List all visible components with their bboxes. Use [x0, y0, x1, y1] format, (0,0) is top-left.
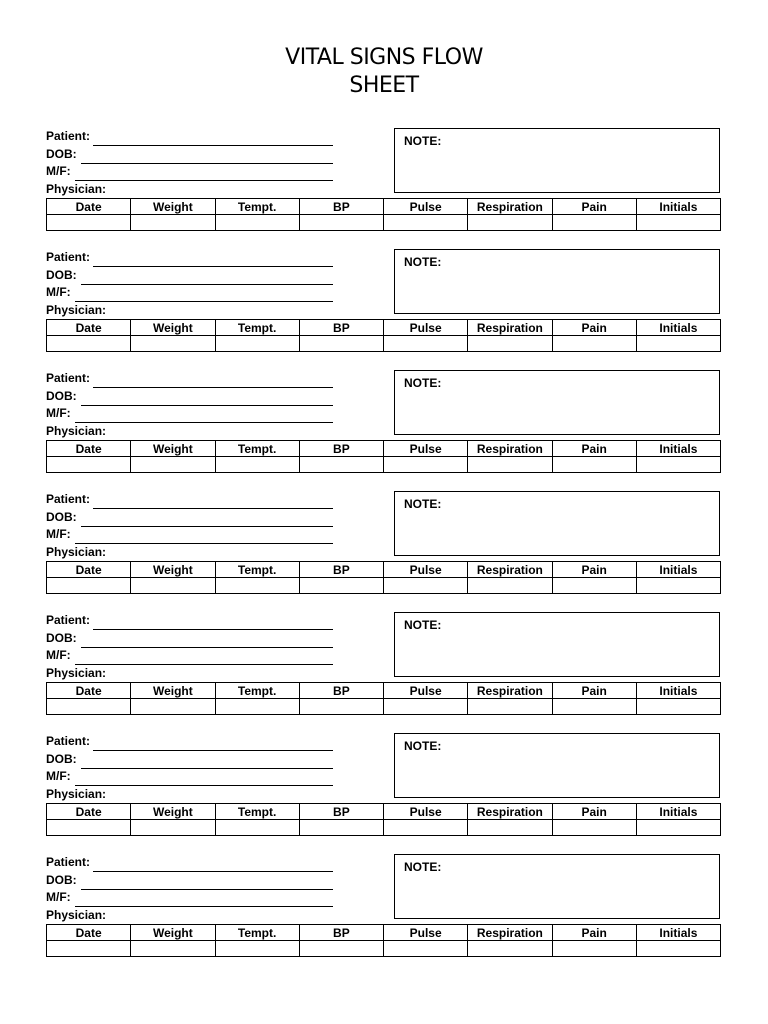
vitals-entry-cell[interactable]	[299, 578, 383, 594]
page-title	[0, 44, 768, 100]
column-header: Initials	[636, 925, 720, 941]
mf-field	[46, 526, 336, 544]
column-header: Pulse	[384, 683, 468, 699]
column-header: Initials	[636, 199, 720, 215]
vitals-entry-cell[interactable]	[215, 215, 299, 231]
vitals-entry-cell[interactable]	[215, 941, 299, 957]
vitals-entry-cell[interactable]	[299, 215, 383, 231]
column-header: Tempt.	[215, 683, 299, 699]
vitals-entry-cell[interactable]	[47, 578, 131, 594]
column-header: Weight	[131, 804, 215, 820]
column-header: BP	[299, 562, 383, 578]
patient-field-label: Patient:	[46, 613, 91, 627]
title-line-1: VITAL SIGNS FLOW	[285, 45, 483, 70]
physician-field-label: Physician:	[46, 424, 107, 438]
column-header: Date	[47, 199, 131, 215]
column-header: Pain	[552, 320, 636, 336]
mf-field-label: M/F:	[46, 285, 71, 299]
note-label: NOTE:	[404, 376, 442, 390]
vitals-entry-cell[interactable]	[131, 457, 215, 473]
note-label: NOTE:	[404, 860, 442, 874]
vitals-entry-cell[interactable]	[636, 941, 720, 957]
mf-field-label: M/F:	[46, 406, 71, 420]
patient-field	[46, 370, 336, 388]
dob-field-label: DOB:	[46, 268, 77, 282]
mf-field-label: M/F:	[46, 527, 71, 541]
patient-block	[0, 491, 768, 612]
vitals-entry-cell[interactable]	[468, 578, 552, 594]
patient-block	[0, 249, 768, 370]
patient-field-label: Patient:	[46, 250, 91, 264]
vitals-entry-cell[interactable]	[384, 336, 468, 352]
physician-field-label: Physician:	[46, 666, 107, 680]
dob-field	[46, 146, 336, 164]
physician-field-label: Physician:	[46, 908, 107, 922]
column-header: Initials	[636, 562, 720, 578]
vitals-entry-cell[interactable]	[468, 941, 552, 957]
physician-field	[46, 302, 336, 320]
vitals-header-row	[47, 320, 721, 336]
vitals-table	[46, 440, 721, 473]
note-label: NOTE:	[404, 255, 442, 269]
column-header: Weight	[131, 925, 215, 941]
vitals-entry-cell[interactable]	[552, 215, 636, 231]
column-header: Tempt.	[215, 320, 299, 336]
column-header: Pulse	[384, 925, 468, 941]
dob-field-label: DOB:	[46, 510, 77, 524]
dob-field	[46, 509, 336, 527]
note-box[interactable]	[394, 249, 720, 314]
column-header: Date	[47, 925, 131, 941]
patient-block	[0, 854, 768, 975]
physician-field-label: Physician:	[46, 545, 107, 559]
vitals-entry-cell[interactable]	[299, 336, 383, 352]
vitals-entry-cell[interactable]	[47, 215, 131, 231]
mf-field-label: M/F:	[46, 164, 71, 178]
vitals-entry-row	[47, 215, 721, 231]
title-line-2: SHEET	[349, 73, 419, 98]
column-header: Respiration	[468, 562, 552, 578]
column-header: BP	[299, 804, 383, 820]
vitals-header-row	[47, 925, 721, 941]
column-header: Respiration	[468, 199, 552, 215]
note-box[interactable]	[394, 370, 720, 435]
physician-field	[46, 907, 336, 925]
column-header: Respiration	[468, 320, 552, 336]
column-header: Pain	[552, 441, 636, 457]
vitals-entry-cell[interactable]	[636, 820, 720, 836]
column-header: Date	[47, 683, 131, 699]
vitals-entry-cell[interactable]	[47, 820, 131, 836]
vitals-entry-cell[interactable]	[384, 578, 468, 594]
vitals-entry-cell[interactable]	[468, 457, 552, 473]
vitals-entry-cell[interactable]	[468, 699, 552, 715]
column-header: Tempt.	[215, 199, 299, 215]
mf-field-label: M/F:	[46, 890, 71, 904]
mf-field	[46, 163, 336, 181]
physician-field-label: Physician:	[46, 303, 107, 317]
column-header: BP	[299, 199, 383, 215]
vitals-table	[46, 924, 721, 957]
column-header: Initials	[636, 441, 720, 457]
vitals-entry-cell[interactable]	[215, 820, 299, 836]
vitals-entry-cell[interactable]	[131, 215, 215, 231]
mf-field-label: M/F:	[46, 648, 71, 662]
vitals-entry-cell[interactable]	[636, 215, 720, 231]
vitals-entry-cell[interactable]	[636, 336, 720, 352]
vitals-entry-cell[interactable]	[215, 336, 299, 352]
vitals-entry-row	[47, 699, 721, 715]
vitals-entry-cell[interactable]	[552, 336, 636, 352]
physician-field	[46, 544, 336, 562]
note-label: NOTE:	[404, 739, 442, 753]
vitals-entry-cell[interactable]	[215, 699, 299, 715]
column-header: Date	[47, 804, 131, 820]
column-header: Respiration	[468, 441, 552, 457]
vitals-entry-cell[interactable]	[299, 457, 383, 473]
note-label: NOTE:	[404, 618, 442, 632]
vitals-entry-cell[interactable]	[552, 941, 636, 957]
patient-field-label: Patient:	[46, 855, 91, 869]
column-header: Respiration	[468, 925, 552, 941]
patient-field-label: Patient:	[46, 129, 91, 143]
column-header: Tempt.	[215, 562, 299, 578]
column-header: BP	[299, 320, 383, 336]
note-box[interactable]	[394, 491, 720, 556]
column-header: Initials	[636, 320, 720, 336]
column-header: Pulse	[384, 320, 468, 336]
column-header: Date	[47, 441, 131, 457]
vitals-entry-cell[interactable]	[552, 820, 636, 836]
physician-field-label: Physician:	[46, 182, 107, 196]
patient-block	[0, 370, 768, 491]
dob-field-label: DOB:	[46, 389, 77, 403]
physician-field	[46, 665, 336, 683]
dob-field-label: DOB:	[46, 873, 77, 887]
vitals-entry-cell[interactable]	[131, 578, 215, 594]
vitals-table	[46, 682, 721, 715]
column-header: BP	[299, 925, 383, 941]
dob-field	[46, 872, 336, 890]
vitals-entry-cell[interactable]	[636, 578, 720, 594]
column-header: BP	[299, 441, 383, 457]
dob-field	[46, 388, 336, 406]
column-header: Pulse	[384, 199, 468, 215]
vitals-entry-cell[interactable]	[47, 457, 131, 473]
column-header: Pulse	[384, 562, 468, 578]
column-header: Date	[47, 320, 131, 336]
vitals-entry-cell[interactable]	[636, 457, 720, 473]
column-header: Pain	[552, 804, 636, 820]
vitals-entry-cell[interactable]	[215, 578, 299, 594]
mf-field	[46, 405, 336, 423]
vitals-table	[46, 803, 721, 836]
note-label: NOTE:	[404, 134, 442, 148]
dob-field-label: DOB:	[46, 631, 77, 645]
patient-field-label: Patient:	[46, 492, 91, 506]
vitals-entry-cell[interactable]	[552, 699, 636, 715]
column-header: Respiration	[468, 683, 552, 699]
vitals-entry-cell[interactable]	[384, 941, 468, 957]
vitals-entry-cell[interactable]	[468, 215, 552, 231]
vitals-header-row	[47, 804, 721, 820]
vitals-entry-cell[interactable]	[131, 941, 215, 957]
column-header: Pulse	[384, 804, 468, 820]
patient-field	[46, 854, 336, 872]
vitals-table	[46, 198, 721, 231]
patient-field	[46, 491, 336, 509]
dob-field-label: DOB:	[46, 147, 77, 161]
column-header: BP	[299, 683, 383, 699]
physician-field	[46, 786, 336, 804]
mf-field-label: M/F:	[46, 769, 71, 783]
note-box[interactable]	[394, 612, 720, 677]
vitals-entry-cell[interactable]	[299, 820, 383, 836]
vitals-entry-cell[interactable]	[47, 941, 131, 957]
vitals-entry-cell[interactable]	[468, 820, 552, 836]
vitals-entry-cell[interactable]	[384, 215, 468, 231]
vitals-entry-row	[47, 941, 721, 957]
vitals-entry-cell[interactable]	[131, 820, 215, 836]
vitals-table	[46, 319, 721, 352]
column-header: Date	[47, 562, 131, 578]
column-header: Weight	[131, 441, 215, 457]
column-header: Weight	[131, 683, 215, 699]
vitals-entry-cell[interactable]	[384, 699, 468, 715]
vitals-entry-cell[interactable]	[47, 336, 131, 352]
dob-field	[46, 751, 336, 769]
patient-field	[46, 733, 336, 751]
note-box[interactable]	[394, 733, 720, 798]
column-header: Tempt.	[215, 441, 299, 457]
patient-block	[0, 612, 768, 733]
vitals-entry-cell[interactable]	[384, 457, 468, 473]
vitals-entry-row	[47, 336, 721, 352]
mf-field	[46, 889, 336, 907]
vitals-entry-cell[interactable]	[299, 699, 383, 715]
vitals-header-row	[47, 683, 721, 699]
note-label: NOTE:	[404, 497, 442, 511]
patient-block	[0, 128, 768, 249]
vitals-entry-cell[interactable]	[552, 457, 636, 473]
vitals-table	[46, 561, 721, 594]
vitals-entry-cell[interactable]	[468, 336, 552, 352]
column-header: Weight	[131, 562, 215, 578]
column-header: Weight	[131, 320, 215, 336]
physician-field-label: Physician:	[46, 787, 107, 801]
vitals-entry-cell[interactable]	[299, 941, 383, 957]
physician-field	[46, 181, 336, 199]
patient-field-label: Patient:	[46, 371, 91, 385]
column-header: Pain	[552, 199, 636, 215]
mf-field	[46, 284, 336, 302]
vitals-entry-cell[interactable]	[47, 699, 131, 715]
patient-field	[46, 612, 336, 630]
vitals-entry-cell[interactable]	[131, 336, 215, 352]
physician-field	[46, 423, 336, 441]
column-header: Pulse	[384, 441, 468, 457]
column-header: Initials	[636, 804, 720, 820]
mf-field	[46, 647, 336, 665]
column-header: Tempt.	[215, 804, 299, 820]
dob-field	[46, 630, 336, 648]
column-header: Pain	[552, 925, 636, 941]
dob-field	[46, 267, 336, 285]
vitals-header-row	[47, 562, 721, 578]
patient-block	[0, 733, 768, 854]
column-header: Weight	[131, 199, 215, 215]
vitals-entry-cell[interactable]	[636, 699, 720, 715]
vitals-entry-row	[47, 578, 721, 594]
vitals-header-row	[47, 199, 721, 215]
patient-field	[46, 128, 336, 146]
vitals-entry-row	[47, 457, 721, 473]
note-box[interactable]	[394, 854, 720, 919]
mf-field	[46, 768, 336, 786]
column-header: Pain	[552, 683, 636, 699]
column-header: Respiration	[468, 804, 552, 820]
column-header: Tempt.	[215, 925, 299, 941]
vitals-entry-row	[47, 820, 721, 836]
column-header: Initials	[636, 683, 720, 699]
patient-field-label: Patient:	[46, 734, 91, 748]
vitals-entry-cell[interactable]	[131, 699, 215, 715]
vitals-entry-cell[interactable]	[215, 457, 299, 473]
vitals-header-row	[47, 441, 721, 457]
column-header: Pain	[552, 562, 636, 578]
vitals-entry-cell[interactable]	[552, 578, 636, 594]
vitals-entry-cell[interactable]	[384, 820, 468, 836]
dob-field-label: DOB:	[46, 752, 77, 766]
patient-field	[46, 249, 336, 267]
note-box[interactable]	[394, 128, 720, 193]
